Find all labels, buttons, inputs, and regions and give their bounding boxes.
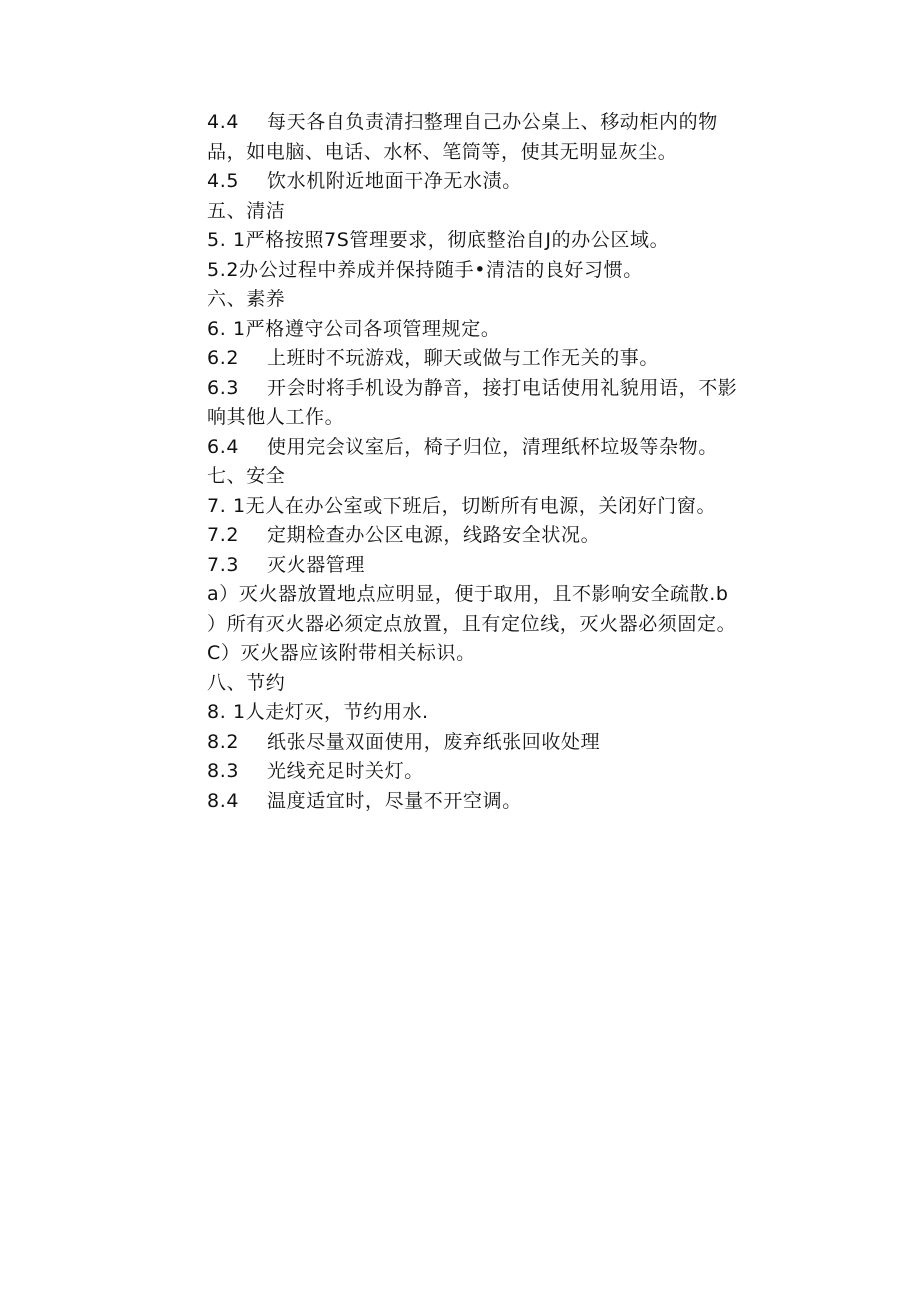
clause-number: 7.2 xyxy=(207,524,240,546)
clause-7-2 xyxy=(207,521,807,551)
sub-item-c xyxy=(207,639,807,669)
clause-text: 上班时不玩游戏，聊天或做与工作无关的事。 xyxy=(267,347,660,369)
clause-number: 8.4 xyxy=(207,789,240,812)
clause-number: 6.2 xyxy=(207,347,240,369)
clause-text: 6. 1严格遵守公司各项管理规定。 xyxy=(207,317,501,340)
clause-5-2 xyxy=(207,256,807,286)
clause-number: 8.3 xyxy=(207,760,240,782)
clause-number: 6.3 xyxy=(207,376,240,399)
clause-8-1 xyxy=(207,698,807,728)
clause-4-4 xyxy=(207,108,807,138)
clause-number: 7.3 xyxy=(207,553,240,576)
clause-text: 每天各自负责清扫整理自己办公桌上、移动柜内的物 xyxy=(267,111,718,133)
clause-text: C）灭火器应该附带相关标识。 xyxy=(207,642,476,664)
section-heading: 六、素养 xyxy=(207,288,286,310)
clause-text: 饮水机附近地面干净无水渍。 xyxy=(267,170,522,192)
clause-text: 纸张尽量双面使用，废弃纸张回收处理 xyxy=(267,730,601,753)
clause-6-3-continued xyxy=(207,403,807,433)
clause-8-2 xyxy=(207,728,807,758)
clause-text: 5. 1严格按照7S管理要求，彻底整治自J的办公区域。 xyxy=(207,229,670,251)
clause-text: 灭火器管理 xyxy=(267,553,366,576)
clause-text: 定期检查办公区电源，线路安全状况。 xyxy=(267,524,601,546)
clause-number: 8.2 xyxy=(207,730,240,753)
clause-text: 7. 1无人在办公室或下班后，切断所有电源，关闭好门窗。 xyxy=(207,494,717,517)
clause-7-1 xyxy=(207,492,807,522)
clause-8-4 xyxy=(207,787,807,817)
sub-item-b xyxy=(207,610,807,640)
section-heading-discipline xyxy=(207,285,807,315)
sub-item-a xyxy=(207,580,807,610)
section-heading-safety xyxy=(207,462,807,492)
clause-text: ）所有灭火器必须定点放置，且有定位线，灭火器必须固定。 xyxy=(207,612,737,635)
clause-7-3 xyxy=(207,551,807,581)
clause-text: 8. 1人走灯灭，节约用水. xyxy=(207,701,429,723)
section-heading-saving xyxy=(207,669,807,699)
clause-6-1 xyxy=(207,315,807,345)
clause-5-1 xyxy=(207,226,807,256)
clause-text: 使用完会议室后，椅子归位，清理纸杯垃圾等杂物。 xyxy=(267,435,718,458)
clause-number: 4.5 xyxy=(207,170,240,192)
clause-8-3 xyxy=(207,757,807,787)
clause-text: 光线充足时关灯。 xyxy=(267,760,424,782)
clause-text: a）灭火器放置地点应明显，便于取用，且不影响安全疏散.b xyxy=(207,583,729,605)
section-heading: 五、清洁 xyxy=(207,199,286,222)
clause-text: 5.2办公过程中养成并保持随手•清洁的良好习惯。 xyxy=(207,258,643,281)
clause-text: 温度适宜时，尽量不开空调。 xyxy=(267,789,522,812)
clause-6-2 xyxy=(207,344,807,374)
clause-6-3 xyxy=(207,374,807,404)
clause-text: 品，如电脑、电话、水杯、笔筒等，使其无明显灰尘。 xyxy=(207,140,678,163)
clause-6-4 xyxy=(207,433,807,463)
section-heading: 七、安全 xyxy=(207,465,286,487)
section-heading: 八、节约 xyxy=(207,671,286,694)
clause-text: 开会时将手机设为静音，接打电话使用礼貌用语，不影 xyxy=(267,376,738,399)
clause-4-4-continued xyxy=(207,138,807,168)
clause-number: 6.4 xyxy=(207,435,240,458)
document-body xyxy=(207,108,807,816)
clause-text: 响其他人工作。 xyxy=(207,406,345,428)
clause-number: 4.4 xyxy=(207,111,240,133)
clause-4-5 xyxy=(207,167,807,197)
section-heading-cleanliness xyxy=(207,197,807,227)
